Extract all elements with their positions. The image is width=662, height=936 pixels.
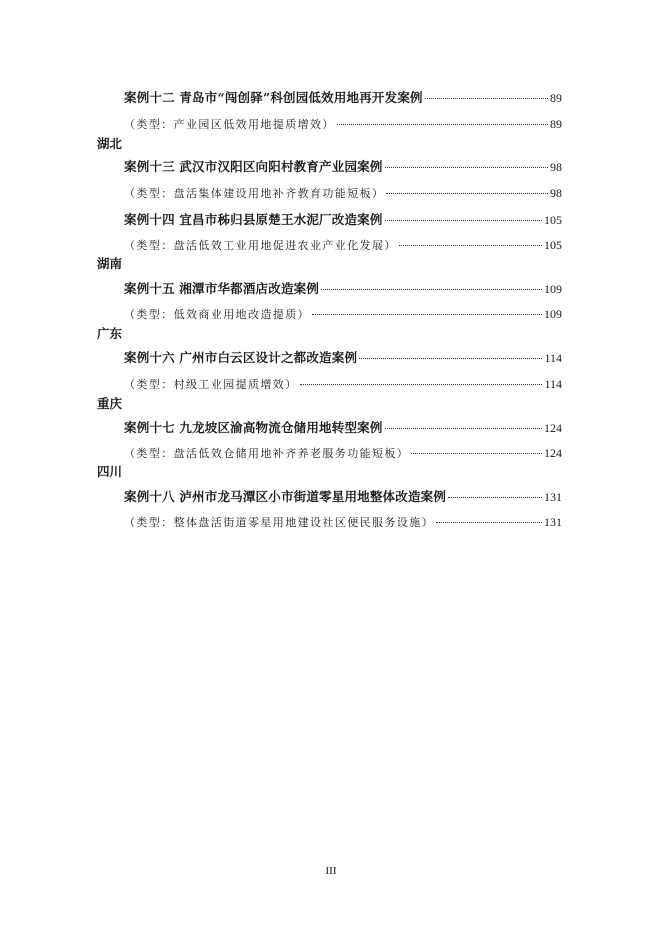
toc-page-number: 124 [544,421,562,435]
toc-entry-title: 案例十四 宜昌市秭归县原楚王水泥厂改造案例 [124,212,383,227]
toc-entry-case-16[interactable] [124,348,562,366]
page-folio: III [325,865,337,877]
toc-subentry-case-18[interactable] [124,514,562,530]
toc-page-number: 109 [544,282,562,296]
toc-subentry-case-13[interactable] [124,185,562,201]
region-heading-hubei: 湖北 [97,136,123,151]
toc-page-number: 114 [544,351,562,365]
toc-page-number: 131 [544,490,562,504]
toc-subentry-case-16[interactable] [124,376,562,392]
toc-entry-type: （类型：盘活低效工业用地促进农业产业化发展） [124,239,397,252]
toc-page-number: 131 [544,515,562,529]
toc-page-number: 124 [544,446,562,460]
toc-entry-case-12[interactable] [124,88,562,106]
dot-leader [386,193,548,194]
toc-subentry-case-17[interactable] [124,445,562,461]
toc-page-number: 114 [544,377,562,391]
toc-entry-title: 案例十六 广州市白云区设计之都改造案例 [124,350,358,365]
toc-page-number: 98 [550,186,562,200]
dot-leader [385,220,542,221]
toc-page-number: 105 [544,213,562,227]
dot-leader [385,428,542,429]
toc-entry-type: （类型：盘活集体建设用地补齐教育功能短板） [124,187,385,200]
toc-subentry-case-15[interactable] [124,306,562,322]
dot-leader [448,497,542,498]
toc-page-number: 89 [550,91,562,105]
dot-leader [436,522,542,523]
dot-leader [425,98,548,99]
dot-leader [321,289,542,290]
toc-entry-type: （类型：低效商业用地改造提质） [124,308,310,321]
toc-page-number: 89 [550,117,562,131]
toc-entry-title: 案例十三 武汉市汉阳区向阳村教育产业园案例 [124,159,383,174]
toc-entry-type: （类型：村级工业园提质增效） [124,378,298,391]
toc-subentry-case-12[interactable] [124,116,562,132]
toc-entry-title: 案例十二 青岛市“闯创驿”科创园低效用地再开发案例 [124,90,423,105]
toc-entry-case-14[interactable] [124,210,562,228]
region-heading-guangdong: 广东 [97,326,123,341]
toc-entry-case-15[interactable] [124,279,562,297]
region-heading-chongqing: 重庆 [97,396,123,411]
toc-entry-title: 案例十五 湘潭市华都酒店改造案例 [124,281,320,296]
dot-leader [337,124,548,125]
toc-entry-title: 案例十七 九龙坡区渝高物流仓储用地转型案例 [124,420,383,435]
dot-leader [359,358,542,359]
toc-entry-type: （类型：整体盘活街道零星用地建设社区便民服务设施） [124,516,434,529]
toc-entry-type: （类型：盘活低效仓储用地补齐养老服务功能短板） [124,447,410,460]
toc-page-number: 109 [544,307,562,321]
dot-leader [385,167,548,168]
toc-entry-case-17[interactable] [124,418,562,436]
dot-leader [312,314,542,315]
dot-leader [300,384,543,385]
toc-page-number: 105 [544,238,562,252]
dot-leader [399,245,542,246]
toc-entry-case-18[interactable] [124,487,562,505]
region-heading-sichuan: 四川 [97,464,123,479]
toc-entry-case-13[interactable] [124,157,562,175]
dot-leader [411,453,542,454]
toc-entry-title: 案例十八 泸州市龙马潭区小市街道零星用地整体改造案例 [124,489,447,504]
toc-page-number: 98 [550,160,562,174]
toc-entry-type: （类型：产业园区低效用地提质增效） [124,118,335,131]
region-heading-hunan: 湖南 [97,256,123,271]
toc-subentry-case-14[interactable] [124,237,562,253]
